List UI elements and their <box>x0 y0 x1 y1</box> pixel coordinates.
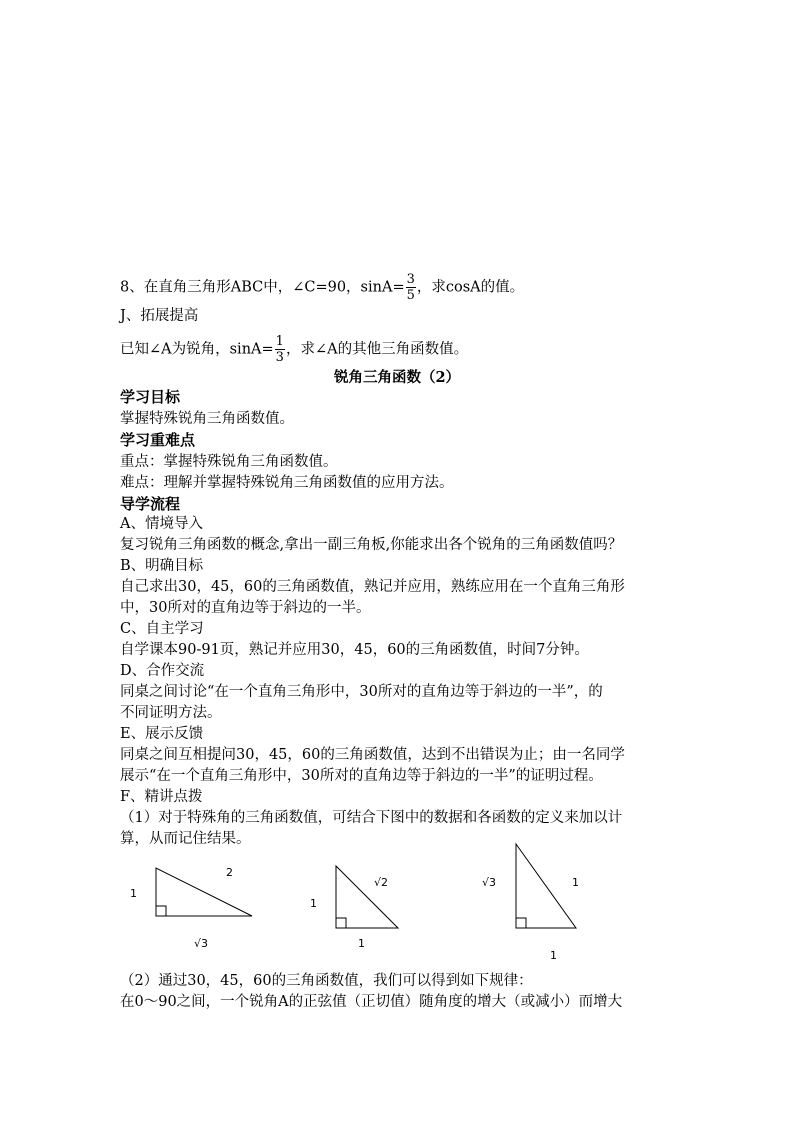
step-d-text-1: 同桌之间讨论“在一个直角三角形中，30所对的直角边等于斜边的一半”，的 <box>120 684 603 700</box>
step-f-text-4: 在0～90之间，一个锐角A的正弦值（正切值）随角度的增大（或减小）而增大 <box>120 994 623 1010</box>
step-f-text-1: （1）对于特殊角的三角函数值，可结合下图中的数据和各函数的定义来加以计 <box>120 810 623 826</box>
key-point: 重点：掌握特殊锐角三角函数值。 <box>120 454 338 470</box>
triangle3-hypotenuse-label: 1 <box>572 876 579 889</box>
fraction-3-5 <box>406 272 416 303</box>
step-b-heading: B、明确目标 <box>120 558 204 574</box>
q8-text-pre: 8、在直角三角形ABC中，∠C=90，sinA= <box>120 279 405 296</box>
step-f-text-2: 算，从而记住结果。 <box>120 831 251 847</box>
triangle1-hypotenuse-label: 2 <box>226 866 233 879</box>
fraction-denominator: 3 <box>275 350 284 365</box>
section-j: J、拓展提高 <box>120 308 199 324</box>
triangle3-bottom-label: 1 <box>550 949 557 962</box>
step-e-text-2: 展示“在一个直角三角形中，30所对的直角边等于斜边的一半”的证明过程。 <box>120 768 603 784</box>
triangle-30-60-90-a <box>130 866 252 950</box>
fraction-numerator: 3 <box>406 272 415 287</box>
fraction-numerator: 1 <box>275 334 284 349</box>
step-b-text-1: 自己求出30，45，60的三角函数值，熟记并应用，熟练应用在一个直角三角形 <box>120 579 625 595</box>
step-a-text: 复习锐角三角函数的概念,拿出一副三角板,你能求出各个锐角的三角函数值吗？ <box>120 537 623 553</box>
step-d-text-2: 不同证明方法。 <box>120 705 222 721</box>
q8-text-post: ，求cosA的值。 <box>416 279 525 296</box>
step-a-heading: A、情境导入 <box>120 516 203 532</box>
step-f-text-3: （2）通过30，45，60的三角函数值，我们可以得到如下规律： <box>120 973 533 989</box>
fraction-denominator: 5 <box>406 288 415 303</box>
difficult-point: 难点：理解并掌握特殊锐角三角函数值的应用方法。 <box>120 475 454 491</box>
triangle3-left-label: √3 <box>482 876 497 889</box>
goal-text: 掌握特殊锐角三角函数值。 <box>120 411 294 427</box>
step-d-heading: D、合作交流 <box>120 663 205 679</box>
triangle2-left-label: 1 <box>310 897 317 910</box>
triangle-30-60-90-b <box>482 844 579 962</box>
triangle1-left-label: 1 <box>130 887 137 900</box>
step-e-text-1: 同桌之间互相提问30，45，60的三角函数值，达到不出错误为止；由一名同学 <box>120 747 625 763</box>
question-8 <box>120 272 524 303</box>
step-e-heading: E、展示反馈 <box>120 726 204 742</box>
heading-goal: 学习目标 <box>120 388 181 406</box>
step-f-heading: F、精讲点拨 <box>120 789 203 805</box>
jq-text-pre: 已知∠A为锐角，sinA= <box>120 341 274 358</box>
triangle1-bottom-label: √3 <box>194 937 209 950</box>
heading-flow: 导学流程 <box>120 495 181 513</box>
heading-key: 学习重难点 <box>120 431 196 449</box>
special-triangles-figure <box>120 840 680 965</box>
triangle2-hypotenuse-label: √2 <box>374 876 389 889</box>
step-b-text-2: 中，30所对的直角边等于斜边的一半。 <box>120 600 371 616</box>
question-j <box>120 334 468 365</box>
jq-text-post: ，求∠A的其他三角函数值。 <box>285 341 469 358</box>
fraction-1-3 <box>275 334 285 365</box>
step-c-text: 自学课本90-91页，熟记并应用30，45，60的三角函数值，时间7分钟。 <box>120 642 589 658</box>
triangle-45-45-90 <box>310 866 398 950</box>
lesson-title: 锐角三角函数（2） <box>333 369 461 386</box>
step-c-heading: C、自主学习 <box>120 621 204 637</box>
triangle2-bottom-label: 1 <box>358 937 365 950</box>
